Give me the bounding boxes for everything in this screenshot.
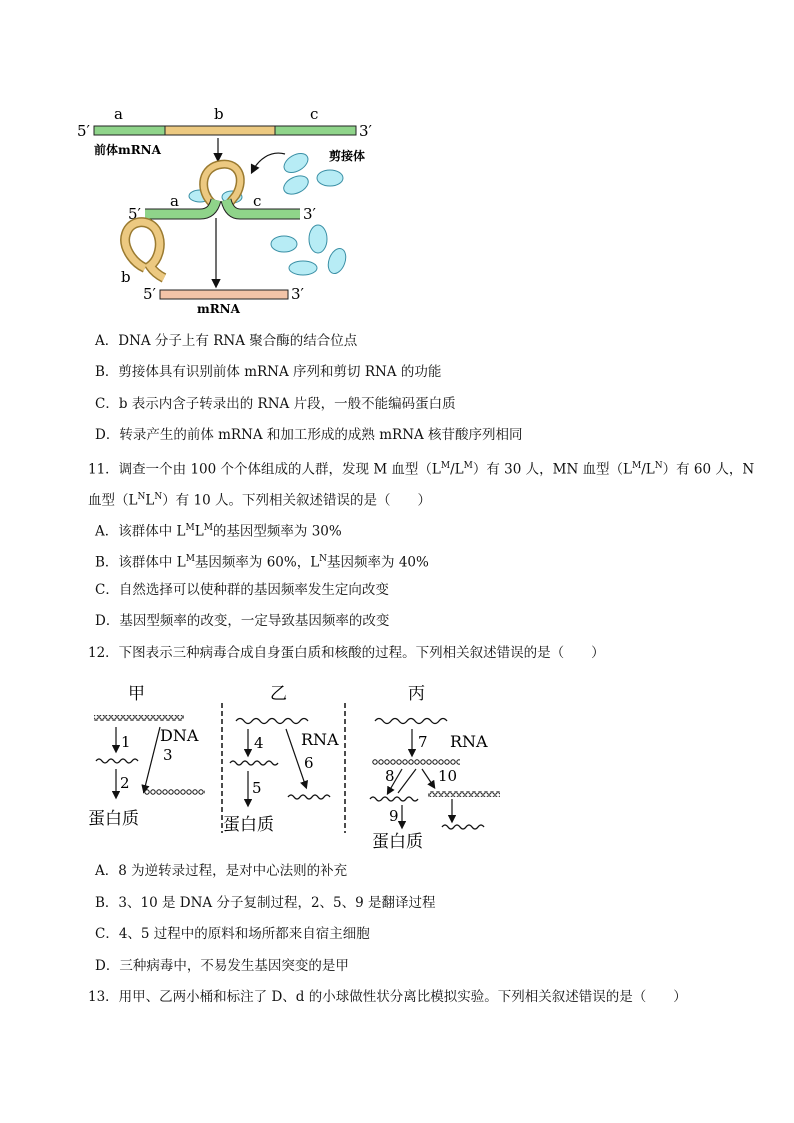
- step-2-label: 2: [120, 774, 130, 792]
- mid-a-label: a: [170, 192, 179, 210]
- loop-b-label: b: [121, 268, 131, 286]
- jia-protein-label: 蛋白质: [88, 809, 139, 829]
- q10-option-a: A．DNA 分子上有 RNA 聚合酶的结合位点: [95, 333, 358, 349]
- bing-rna-copy: [442, 825, 484, 829]
- three-prime-bot-label: 3′: [291, 285, 304, 303]
- yi-rna-strand: [236, 719, 308, 724]
- intron-b-bar: [165, 126, 275, 135]
- q10-option-b: B．剪接体具有识别前体 mRNA 序列和剪切 RNA 的功能: [95, 364, 442, 380]
- step-4-label: 4: [254, 734, 264, 752]
- spliceosome-arrow: [252, 153, 285, 172]
- q11-stem-line2: 血型$(L^NL^N)$有 10 人。下列相关叙述错误的是（ ）: [88, 492, 431, 509]
- step-10-label: 10: [438, 767, 458, 785]
- bing-arrow-10: [422, 769, 434, 787]
- bing-arrow-split: [398, 769, 416, 793]
- segment-b-label: b: [214, 105, 224, 123]
- jia-arrow-3: [144, 727, 160, 791]
- step-9-label: 9: [389, 807, 399, 825]
- segment-a-label: a: [114, 105, 123, 123]
- q12-stem: 12．下图表示三种病毒合成自身蛋白质和核酸的过程。下列相关叙述错误的是（ ）: [88, 645, 605, 661]
- bing-mrna: [370, 797, 418, 801]
- exon-c-bar: [275, 126, 356, 135]
- step-1-label: 1: [121, 733, 131, 751]
- step-8-label: 8: [385, 767, 395, 785]
- jia-dna-label: DNA: [160, 726, 199, 745]
- pre-mrna-label: 前体mRNA: [94, 143, 161, 157]
- mid-c-label: c: [253, 192, 262, 210]
- step-7-label: 7: [418, 733, 428, 751]
- q11-option-c: C．自然选择可以使种群的基因频率发生定向改变: [95, 582, 389, 598]
- q11-option-d: D．基因型频率的改变，一定导致基因频率的改变: [95, 613, 390, 629]
- three-prime-label: 3′: [359, 122, 372, 140]
- yi-rna-copy: [288, 795, 330, 799]
- three-prime-mid-label: 3′: [303, 205, 316, 223]
- yi-protein-label: 蛋白质: [223, 815, 274, 835]
- q10-option-d: D．转录产生的前体 mRNA 和加工形成的成熟 mRNA 核苷酸序列相同: [95, 427, 523, 443]
- bing-rna-strand: [375, 719, 447, 724]
- column-bing-title: 丙: [408, 684, 425, 704]
- q12-option-d: D．三种病毒中，不易发生基因突变的是甲: [95, 958, 349, 974]
- mature-mrna-bar: [160, 290, 288, 299]
- step-3-label: 3: [163, 746, 173, 764]
- mrna-label: mRNA: [197, 302, 240, 316]
- column-yi-title: 乙: [270, 684, 287, 704]
- bing-dna: [372, 759, 460, 765]
- segment-c-label: c: [310, 105, 319, 123]
- q12-option-a: A．8 为逆转录过程，是对中心法则的补充: [95, 863, 348, 879]
- step-5-label: 5: [252, 779, 262, 797]
- q13-stem: 13．用甲、乙两小桶和标注了 D、d 的小球做性状分离比模拟实验。下列相关叙述错误的是（ ）: [88, 989, 687, 1005]
- step-6-label: 6: [304, 754, 314, 772]
- q11-option-b: B．该群体中 $L^M$基因频率为 60%，$L^N$基因频率为 40%: [95, 554, 429, 571]
- q11-stem-line1: 11．调查一个由 100 个个体组成的人群，发现 M 血型$(L^M/L^M)$有 30 人，MN 血型$(L^M/L^N)$有 60 人，N: [88, 461, 755, 478]
- five-prime-bot-label: 5′: [143, 285, 156, 303]
- spliceosome-label: 剪接体: [329, 149, 366, 163]
- yi-mrna: [230, 761, 278, 765]
- q12-option-c: C．4、5 过程中的原料和场所都来自宿主细胞: [95, 926, 370, 942]
- jia-dna-copy: [143, 789, 205, 795]
- bing-protein-label: 蛋白质: [372, 832, 423, 852]
- yi-rna-label: RNA: [301, 730, 339, 749]
- jia-dna-strand: [94, 715, 184, 721]
- bing-dna-copy: [428, 791, 500, 797]
- column-jia-title: 甲: [128, 684, 145, 704]
- five-prime-mid-label: 5′: [128, 205, 141, 223]
- five-prime-label: 5′: [77, 122, 90, 140]
- jia-mrna: [96, 759, 138, 763]
- splicing-diagram: [0, 0, 794, 330]
- virus-diagram: [0, 675, 794, 855]
- bing-rna-label: RNA: [450, 732, 488, 751]
- q11-option-a: A．该群体中 $L^ML^M$的基因型频率为 30%: [95, 523, 342, 540]
- q12-option-b: B．3、10 是 DNA 分子复制过程，2、5、9 是翻译过程: [95, 895, 436, 911]
- exon-a-bar: [94, 126, 165, 135]
- q10-option-c: C．b 表示内含子转录出的 RNA 片段，一般不能编码蛋白质: [95, 396, 456, 412]
